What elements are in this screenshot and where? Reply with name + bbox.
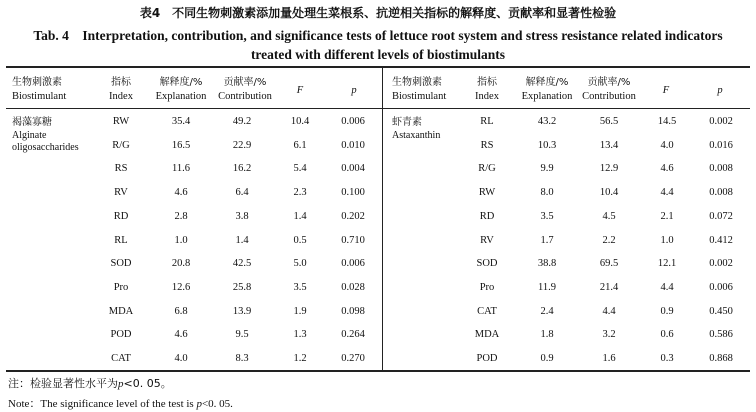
left-cell-f: 1.3 — [293, 329, 307, 341]
header-index-cn: 指标 — [111, 77, 131, 88]
header-explanation-en: Explanation — [521, 91, 573, 102]
left-cell-contribution: 16.2 — [232, 163, 252, 175]
right-cell-index: RS — [480, 139, 494, 151]
left-cell-contribution: 13.9 — [232, 305, 252, 317]
header-rule — [6, 108, 750, 109]
left-cell-f: 6.1 — [293, 139, 307, 151]
right-cell-p: 0.586 — [709, 329, 733, 341]
header-biostimulant-en: Biostimulant — [12, 91, 67, 102]
left-cell-contribution: 8.3 — [235, 353, 249, 364]
table-title-en — [0, 26, 756, 64]
right-cell-index: RW — [478, 187, 496, 199]
left-cell-contribution: 6.4 — [235, 187, 249, 199]
note-en-suffix: <0. 05. — [201, 398, 233, 410]
right-cell-contribution: 3.2 — [602, 329, 616, 341]
left-cell-f: 5.0 — [293, 258, 307, 270]
header-biostimulant-cn: 生物刺激素 — [392, 77, 442, 88]
right-cell-contribution: 10.4 — [599, 187, 619, 199]
right-cell-f: 0.9 — [660, 305, 674, 317]
right-cell-index: SOD — [476, 258, 498, 270]
header-p: p — [351, 85, 357, 96]
left-cell-f: 2.3 — [293, 187, 307, 199]
left-cell-p: 0.004 — [341, 163, 365, 175]
left-cell-index: POD — [110, 329, 132, 341]
right-cell-f: 14.5 — [657, 116, 677, 127]
right-cell-f: 4.6 — [660, 163, 674, 175]
right-cell-explanation: 3.5 — [540, 210, 554, 222]
left-cell-explanation: 4.6 — [174, 329, 188, 341]
header-contribution-cn: 贡献率/% — [223, 77, 267, 88]
right-cell-contribution: 69.5 — [599, 258, 619, 270]
header-f: F — [296, 85, 304, 96]
left-cell-f: 0.5 — [293, 234, 307, 246]
header-index-right — [466, 76, 508, 104]
left-cell-index: SOD — [110, 258, 132, 270]
right-cell-contribution: 12.9 — [599, 163, 619, 175]
right-cell-f: 1.0 — [660, 234, 674, 246]
group-left-en-1: Alginate — [12, 129, 47, 141]
right-cell-p: 0.008 — [709, 187, 733, 199]
header-explanation-cn: 解释度/% — [525, 77, 569, 88]
left-cell-explanation: 35.4 — [171, 116, 191, 127]
right-cell-explanation: 10.3 — [537, 139, 557, 151]
left-cell-index: RL — [114, 234, 128, 246]
left-cell-contribution: 49.2 — [232, 116, 252, 127]
header-f-right — [646, 84, 686, 98]
left-cell-explanation: 4.0 — [174, 353, 188, 364]
header-p: p — [717, 85, 723, 96]
header-biostimulant-en: Biostimulant — [392, 91, 447, 102]
right-cell-contribution: 2.2 — [602, 234, 616, 246]
left-cell-p: 0.006 — [341, 258, 365, 270]
left-cell-f: 1.9 — [293, 305, 307, 317]
left-cell-index: Pro — [113, 281, 129, 293]
bottom-rule — [6, 370, 750, 372]
right-cell-p: 0.016 — [709, 139, 733, 151]
note-cn — [8, 375, 172, 391]
header-index-en: Index — [475, 91, 499, 102]
header-p-right — [700, 84, 740, 98]
header-explanation-right — [514, 76, 580, 104]
left-cell-p: 0.270 — [341, 353, 365, 364]
header-biostimulant-cn: 生物刺激素 — [12, 77, 62, 88]
left-cell-f: 1.2 — [293, 353, 307, 364]
table-title-en-line1: Tab. 4 Interpretation, contribution, and significance tests of lettuce root system and stress resistance related indicators — [33, 28, 723, 43]
right-cell-p: 0.868 — [709, 353, 733, 364]
left-cell-f: 3.5 — [293, 281, 307, 293]
note-en — [8, 395, 233, 411]
header-contribution-left — [212, 76, 278, 104]
right-cell-contribution: 4.5 — [602, 210, 616, 222]
right-cell-p: 0.002 — [709, 258, 733, 270]
table-title-cn: 表4 不同生物刺激素添加量处理生菜根系、抗逆相关指标的解释度、贡献率和显著性检验 — [139, 6, 617, 20]
left-cell-index: R/G — [112, 139, 130, 151]
left-cell-f: 1.4 — [293, 210, 307, 222]
header-contribution-right — [576, 76, 642, 104]
right-cell-p: 0.006 — [709, 281, 733, 293]
right-cell-index: MDA — [474, 329, 500, 341]
right-cell-contribution: 21.4 — [599, 281, 619, 293]
group-right-cn: 虾青素 — [392, 117, 422, 128]
left-cell-f: 5.4 — [293, 163, 307, 175]
header-index-cn: 指标 — [477, 77, 497, 88]
left-cell-explanation: 16.5 — [171, 139, 191, 151]
left-cell-p: 0.006 — [341, 116, 365, 127]
note-en-symbol: p — [196, 398, 202, 410]
right-cell-f: 4.0 — [660, 139, 674, 151]
left-cell-contribution: 25.8 — [232, 281, 252, 293]
right-cell-explanation: 8.0 — [540, 187, 554, 199]
right-cell-explanation: 38.8 — [537, 258, 557, 270]
left-cell-index: RV — [114, 187, 128, 199]
header-p-left — [334, 84, 374, 98]
left-cell-p: 0.202 — [341, 210, 365, 222]
header-explanation-cn: 解释度/% — [159, 77, 203, 88]
right-cell-index: POD — [476, 353, 498, 364]
left-cell-explanation: 1.0 — [174, 234, 188, 246]
right-cell-explanation: 0.9 — [540, 353, 554, 364]
header-index-left — [100, 76, 142, 104]
group-right-en-1: Astaxanthin — [392, 129, 441, 141]
right-cell-index: RV — [480, 234, 494, 246]
right-cell-contribution: 56.5 — [599, 116, 619, 127]
right-cell-f: 12.1 — [657, 258, 677, 270]
left-cell-contribution: 1.4 — [235, 234, 249, 246]
left-cell-index: RS — [114, 163, 128, 175]
left-cell-index: RD — [113, 210, 129, 222]
header-f: F — [662, 85, 670, 96]
left-cell-p: 0.010 — [341, 139, 365, 151]
left-cell-p: 0.098 — [341, 305, 365, 317]
group-left-cn: 褐藻寡糖 — [12, 117, 52, 128]
right-cell-index: RL — [480, 116, 494, 127]
note-cn-suffix: <0. 05。 — [123, 377, 172, 390]
right-cell-index: R/G — [478, 163, 496, 175]
right-cell-p: 0.072 — [709, 210, 733, 222]
note-en-prefix: Note：The significance level of the test is — [8, 398, 197, 410]
right-cell-index: Pro — [479, 281, 495, 293]
left-cell-explanation: 20.8 — [171, 258, 191, 270]
left-cell-p: 0.028 — [341, 281, 365, 293]
left-cell-f: 10.4 — [290, 116, 310, 127]
left-cell-contribution: 42.5 — [232, 258, 252, 270]
header-index-en: Index — [109, 91, 133, 102]
left-cell-explanation: 2.8 — [174, 210, 188, 222]
left-cell-p: 0.100 — [341, 187, 365, 199]
left-cell-p: 0.710 — [341, 234, 365, 246]
header-f-left — [280, 84, 320, 98]
header-contribution-en: Contribution — [582, 91, 636, 102]
left-cell-p: 0.264 — [341, 329, 365, 341]
left-cell-contribution: 3.8 — [235, 210, 249, 222]
right-cell-f: 0.6 — [660, 329, 674, 341]
header-contribution-cn: 贡献率/% — [587, 77, 631, 88]
left-cell-explanation: 4.6 — [174, 187, 188, 199]
right-cell-explanation: 9.9 — [540, 163, 554, 175]
right-cell-contribution: 1.6 — [602, 353, 616, 364]
note-cn-prefix: 注：检验显著性水平为 — [8, 377, 118, 390]
left-cell-explanation: 11.6 — [172, 163, 190, 175]
right-cell-explanation: 1.7 — [540, 234, 554, 246]
group-right — [392, 117, 440, 142]
right-cell-explanation: 43.2 — [537, 116, 557, 127]
right-cell-index: CAT — [477, 305, 497, 317]
left-cell-index: MDA — [108, 305, 134, 317]
right-cell-p: 0.450 — [709, 305, 733, 317]
group-left-en-2: oligosaccharides — [12, 142, 79, 153]
header-explanation-en: Explanation — [155, 91, 207, 102]
left-cell-index: CAT — [111, 353, 131, 364]
header-explanation-left — [148, 76, 214, 104]
left-cell-contribution: 9.5 — [235, 329, 249, 341]
right-cell-contribution: 4.4 — [602, 305, 616, 317]
left-cell-explanation: 12.6 — [171, 281, 191, 293]
group-left — [12, 117, 79, 155]
left-cell-index: RW — [112, 116, 130, 127]
right-cell-f: 4.4 — [660, 281, 674, 293]
right-cell-explanation: 1.8 — [540, 329, 554, 341]
header-biostimulant-left — [12, 76, 66, 104]
note-cn-symbol: p — [118, 378, 124, 390]
right-cell-contribution: 13.4 — [599, 139, 619, 151]
top-rule — [6, 66, 750, 68]
right-cell-f: 0.3 — [660, 353, 674, 364]
table-title-en-line2: treated with different levels of biostimulants — [250, 47, 506, 62]
right-cell-f: 4.4 — [660, 187, 674, 199]
header-contribution-en: Contribution — [218, 91, 272, 102]
right-cell-p: 0.412 — [709, 234, 733, 246]
right-cell-explanation: 11.9 — [538, 281, 556, 293]
right-cell-index: RD — [479, 210, 495, 222]
right-cell-explanation: 2.4 — [540, 305, 554, 317]
header-biostimulant-right — [392, 76, 446, 104]
left-cell-contribution: 22.9 — [232, 139, 252, 151]
right-cell-f: 2.1 — [660, 210, 674, 222]
right-cell-p: 0.002 — [709, 116, 733, 127]
left-cell-explanation: 6.8 — [174, 305, 188, 317]
right-cell-p: 0.008 — [709, 163, 733, 175]
